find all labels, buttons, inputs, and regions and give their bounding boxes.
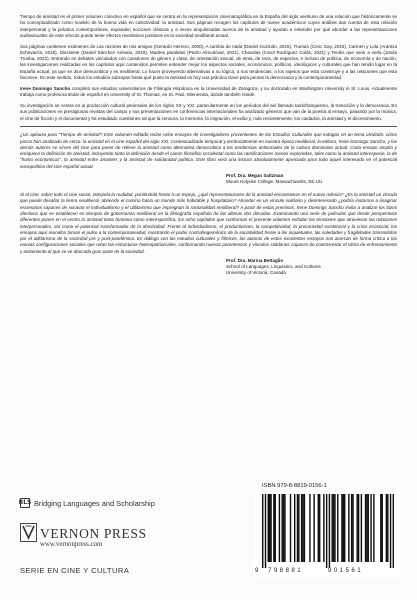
barcode-bars	[262, 494, 394, 568]
series-name: Bridging Languages and Scholarship	[34, 499, 155, 508]
barcode-bar	[298, 494, 299, 562]
intro-paragraph-2: Sus páginas contienen exámenes de Las razones de mis amigos (Gerardo Herrero, 2000), A cambio de nada (Daniel Guzmán, 2015), Truman (Cesc Gay, 2015), Carmen y Lola (Arantxa Echevarría, 2018), Diecisiete (Daniel Sánchez Arévalo, 2019), Madres paralelas (Pedro Almodóvar, 2021), Chavalas (Carol Rodríguez Colás, 2021) y Tenéis que venir a verla (Jonás Trueba, 2022). Entrando en debates vinculados con cuestiones de género y clase, de orientación sexual, de etnia, de raza, de especies, e incluso de política, de economía y de nación, las investigaciones realizadas en los capítulos aquí contenidos permiten entender mejor los aspectos sociales, económicos, políticos, ideológicos y culturales que han tenido lugar en la España actual, ya que se dice democrática y es neoliberal. Lo hacer proveyendo alternativas a su lógica, a sus tendencias, a los sujetos que esta construye y a las relaciones que esta favorece. En este sentido, todos los estudios subrayan hasta qué punto la amistad es hoy una práctica clave para pensar la democracia y la contemporaneidad.	[20, 43, 397, 80]
barcode-bar	[268, 494, 269, 562]
publisher-name: VERNON PRESS	[40, 526, 147, 541]
barcode-group-2: 901561	[328, 567, 364, 574]
barcode-bar	[373, 494, 374, 562]
barcode-bar	[334, 494, 335, 562]
barcode-bar	[270, 494, 271, 562]
barcode-bar	[343, 494, 344, 562]
barcode-bar	[290, 494, 291, 562]
divider	[20, 126, 397, 127]
barcode-bar	[370, 494, 371, 562]
publisher-website: www.vernonpress.com	[40, 541, 103, 548]
barcode-bar	[387, 494, 388, 562]
barcode-bar	[358, 494, 359, 562]
bls-logo-text: BLS	[18, 499, 32, 506]
barcode-bar	[313, 494, 314, 562]
barcode-lead-digit: 9	[255, 567, 260, 574]
barcode-bar	[356, 494, 357, 562]
barcode-bar	[265, 494, 266, 568]
barcode-bar	[331, 494, 332, 562]
review-author-2: Prof. Dra. Marina Bettaglio	[226, 257, 284, 263]
barcode-bar	[269, 494, 270, 562]
barcode-bar	[281, 494, 282, 562]
barcode-bar	[309, 494, 310, 562]
barcode-bar	[323, 494, 324, 562]
barcode-bar	[304, 494, 305, 562]
barcode-bar	[368, 494, 369, 562]
barcode-bar	[279, 494, 280, 562]
barcode-bar	[273, 494, 274, 562]
barcode-bar	[262, 494, 263, 568]
barcode-bar	[337, 494, 338, 562]
barcode-bar	[361, 494, 362, 562]
barcode-bar	[390, 494, 391, 568]
barcode-bar	[301, 494, 302, 562]
review-signature-1	[226, 173, 397, 185]
barcode-bar	[365, 494, 366, 562]
vernon-press-logo-icon	[20, 523, 37, 542]
review-text-1: ¿Un aplauso para "Tiempo de amistad"! Este volumen editado reúne ocho ensayos de investigadores provenientes de los Estudios Culturales que indagan en un tema olvidado: cómo pocos han analizado de cerca: la amistad en el cine español del siglo XXI. Contextualizado temporal y territorialmente en nuestra época neoliberal, la editora, Irene Domingo Sancho, y los demás autores se sirven del cine para poner de relieve la amistad como alternativa democrática a las tendencias antisociales de la cultura dominante actual. Cada ensayo amplía y enriquece la definición de amistad, incluyendo tanto la definición desde el canon filosófico occidental como las ramificaciones menos exploradas, tales como la amistad interespecie, la de "homo economicus", la amistad entre amantes y la amistad de solidaridad política. Este libro será una lectura absolutamente apreciada para todo aquel interesado en el potencial sociopolítico del cine español actual.	[20, 132, 397, 169]
barcode-group-1: 798881	[268, 567, 304, 574]
intro-paragraph-1: Tiempo de amistad es el primer volumen colectivo en español que se centra en la representación cinematográfica en la España del siglo veintiuno de una relación que históricamente se ha conceptualizado como modelo de la buena vida en colectividad: la amistad. Sus páginas recogen los capítulos de nueve académicos cuyos análisis dan cuenta de esta relación interpersonal y la práctica contemporánea, expanden nociones clásicas y a veces anquilosadas acerca de la amistad y ayudan a entender por qué abordar a las representaciones audiovisuales de este vínculo puede tener efectos revelativos positivos en la sociedad neoliberal actual.	[20, 14, 397, 38]
barcode-bar	[348, 494, 349, 562]
collection-name: SERIE EN CINE Y CULTURA	[20, 566, 130, 575]
barcode-bar	[275, 494, 276, 562]
barcode-bar	[352, 494, 353, 562]
barcode-bar	[297, 494, 298, 562]
barcode-bar	[283, 494, 284, 562]
bio-text: completó sus estudios universitarios de Filología Hispánica en la Universidad de Zaragoza, y su doctorado en Washington University in St. Louis. Actualmente trabaja como profesora titular de español en University of St. Thomas, en St. Paul, Minnesota, donde también reside.	[20, 85, 397, 98]
review-affiliation-1: Mount Holyoke College, Massachusetts, EE.UU	[226, 179, 323, 185]
barcode-bar	[341, 494, 342, 562]
barcode-bar	[326, 494, 327, 568]
isbn-label: ISBN 979-8-8819-0156-1	[262, 483, 327, 489]
barcode-bar	[380, 494, 381, 562]
bio-paragraph-2: Su investigación se centra en la producción cultural peninsular de los siglos XX y XXI, particularmente en los periodos del así llamado tardofranquismo, la transición y la democracia. En sus publicaciones en prestigiosas revistas del campo y sus presentaciones en conferencias internacionales ha analizado géneros que van de la poesía al ensayo, pasando por la música, el cine de ficción y el documental y ha estudiado cuestiones tal que la censura, la memoria, la migración, el exilio y, más recientemente, los cuidados, la amistad y el decrecimiento.	[20, 102, 397, 121]
barcode-bar	[284, 494, 285, 562]
review-affiliation-2b: University of Victoria, Canadá	[226, 270, 286, 276]
barcode-bar	[329, 494, 330, 568]
review-signature-2	[226, 258, 397, 276]
bls-logo-icon	[20, 498, 30, 508]
barcode-bar	[366, 494, 367, 562]
barcode-bar	[344, 494, 345, 562]
barcode-bar	[351, 494, 352, 562]
barcode-bar	[381, 494, 382, 562]
review-affiliation-2a: School of Languages, Linguistics, and Cultures	[226, 263, 321, 269]
barcode-bar	[318, 494, 319, 562]
editor-name: Irene Domingo Sancho	[20, 85, 71, 91]
barcode-bar	[302, 494, 303, 562]
review-text-2: Si el cine, sobre todo el cine social, interpela la realidad, poniéndola frente a un espejo, ¿qué representaciones de la amistad encontramos en el nuevo milenio? ¿Es la amistad un vínculo que puede desafiar la lienra neoliberal, abriendo el camino hacia un mundo más habitable y hospitalario? Ahondar en un vínculo solidario y desinteresado ¿podría instarnos a imaginar escenarios capaces de socavar el individualismo y el utilitarismo que impregnan la racionalidad neoliberal? A partir de estas premisas, Irene Domingo Sancho invita a analizar los lazos afectivos que se establecen en tiempos de gobernanza neoliberal en la filmografía española de las últimas dos décadas. Examinando una serie de películas que desde perspectivas diferentes ponen en el centro la amistad tanto humana como interespecífica, los ocho capítulos que conforman el presente volumen señalan las tensiones que atraviesan las relaciones interpersonales, así como el potencial transformador de la afectividad. Frente al individualismo, el productivismo, la competitividad, la precariedad existencial y la crisis ecosocial, los ensayos aquí reunidos toman el pulso a la contemporaneidad, mostrando el poder contrahegemónico de la sociabilidad frente a las inquietudes, las soledades y fragilidades transmitidas por el utilitarismo de la sociedad pre y post-pandémica. En diálogo con los estudios culturales y fílmicos, las autoras de estos excelentes ensayos nos acercan de forma crítica a las nuevas configuraciones sociales que retan las estructuras heteropatriarcales, conformando nuevas parentescos y vínculos solidarios capaces de contrarrestar el clima de enfrentamiento y aislamiento al que se ve abocada gran parte de la sociedad.	[20, 192, 397, 254]
barcode-bar	[386, 494, 387, 562]
back-cover-text	[20, 14, 397, 283]
bio-paragraph-1	[20, 86, 397, 99]
barcode-bar	[294, 494, 295, 562]
review-author-1: Prof. Dra. Megan Saltzman	[226, 172, 284, 178]
barcode	[254, 492, 400, 578]
barcode-bar	[319, 494, 320, 562]
barcode-bar	[393, 494, 394, 568]
barcode-bar	[333, 494, 334, 562]
